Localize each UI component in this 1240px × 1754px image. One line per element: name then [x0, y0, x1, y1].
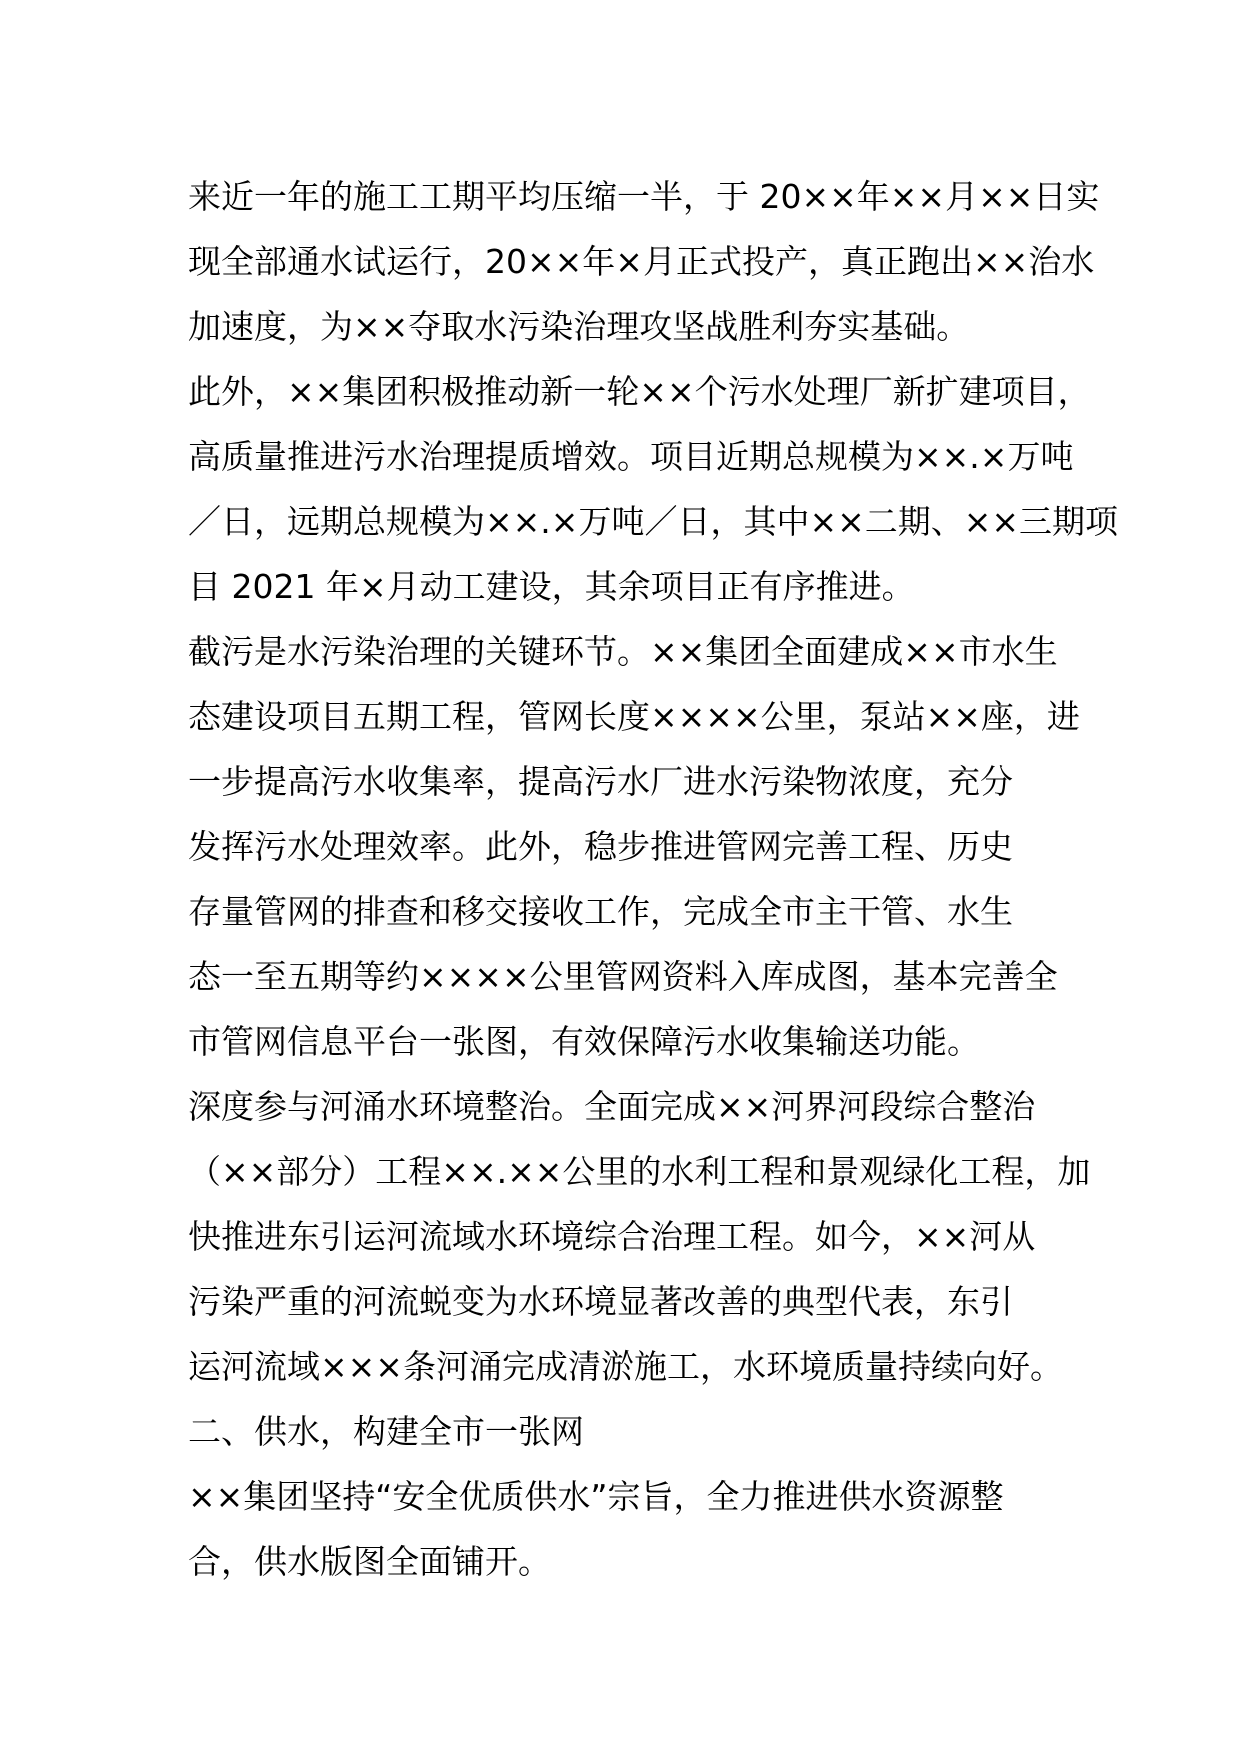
- text-line: 合，供水版图全面铺开。: [188, 1542, 551, 1581]
- text-line: 现全部通水试运行，20××年×月正式投产，真正跑出××治水: [188, 242, 1095, 281]
- text-line: 污染严重的河流蜕变为水环境显著改善的典型代表，东引: [188, 1282, 1013, 1321]
- text-line: 目 2021 年×月动工建设，其余项目正有序推进。: [188, 567, 915, 606]
- text-line: 加速度，为××夺取水污染治理攻坚战胜利夯实基础。: [188, 307, 970, 346]
- text-line: 深度参与河涌水环境整治。全面完成××河界河段综合整治: [188, 1087, 1036, 1126]
- text-line: 市管网信息平台一张图，有效保障污水收集输送功能。: [188, 1022, 980, 1061]
- text-line: 发挥污水处理效率。此外，稳步推进管网完善工程、历史: [188, 827, 1013, 866]
- section-heading: 二、供水，构建全市一张网: [188, 1412, 584, 1451]
- text-line: 高质量推进污水治理提质增效。项目近期总规模为××.×万吨: [188, 437, 1074, 476]
- text-line: 快推进东引运河流域水环境综合治理工程。如今，××河从: [188, 1217, 1036, 1256]
- text-line: ××集团坚持“安全优质供水”宗旨，全力推进供水资源整: [188, 1477, 1004, 1516]
- text-line: 态建设项目五期工程，管网长度××××公里，泵站××座，进: [188, 697, 1080, 736]
- text-line: 态一至五期等约××××公里管网资料入库成图，基本完善全: [188, 957, 1058, 996]
- text-line: 运河流域×××条河涌完成清淤施工，水环境质量持续向好。: [188, 1347, 1063, 1386]
- text-line: 一步提高污水收集率，提高污水厂进水污染物浓度，充分: [188, 762, 1013, 801]
- text-line: 截污是水污染治理的关键环节。××集团全面建成××市水生: [188, 632, 1058, 671]
- document-body: [188, 164, 1119, 1594]
- text-line: 来近一年的施工工期平均压缩一半，于 20××年××月××日实: [188, 177, 1100, 216]
- text-line: 存量管网的排查和移交接收工作，完成全市主干管、水生: [188, 892, 1013, 931]
- text-line: 此外，××集团积极推动新一轮××个污水处理厂新扩建项目，: [188, 372, 1091, 411]
- text-line: （××部分）工程××.××公里的水利工程和景观绿化工程，加: [188, 1152, 1091, 1191]
- text-line: ／日，远期总规模为××.×万吨／日，其中××二期、××三期项: [188, 502, 1119, 541]
